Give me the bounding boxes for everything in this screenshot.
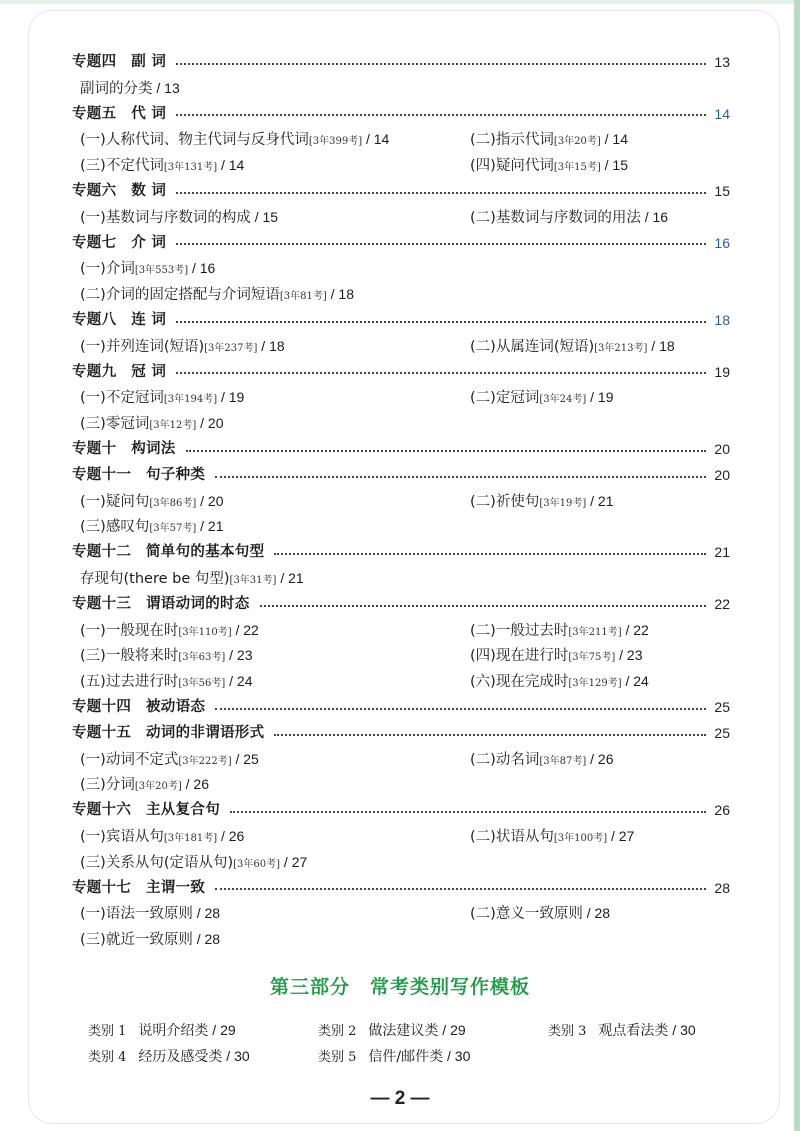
category-label: 类别 5 [318,1050,357,1065]
subtopic-page-number: 26 [228,827,245,844]
subtopic-page-number: 22 [243,621,259,638]
subtopic-entry: (一)宾语从句[3年181考] / 26 [80,827,245,845]
subtopic-title: (一)人称代词、物主代词与反身代词 [80,132,309,149]
subtopic-title: 存现句(there be 句型) [80,570,230,587]
exam-frequency-tag: 3年100考 [557,832,604,844]
exam-frequency-tag: 3年60考 [237,858,277,870]
topic-title: 专题十一 句子种类 [72,466,206,483]
subtopic-page-number: 13 [164,79,180,96]
topic-title: 专题七 介 词 [72,234,167,251]
subtopic-title: (三)零冠词 [80,416,150,433]
topic-page-number: 18 [714,311,730,328]
subtopic-entry: (六)现在完成时[3年129考] / 24 [470,673,649,691]
subtopic-title: (一)宾语从句 [80,828,164,845]
subtopic-title: (二)状语从句 [470,828,554,845]
category-label: 类别 3 [548,1024,587,1039]
subtopic-title: (三)一般将来时 [80,648,179,665]
subtopic-entry: (四)疑问代词[3年15考] / 15 [470,157,628,175]
exam-frequency-tag: 3年110考 [182,626,228,638]
exam-frequency-tag: 3年129考 [572,678,618,690]
toc-subtopic-row [72,514,730,540]
toc-subtopic-row [72,153,730,179]
subtopic-page-number: 16 [652,208,669,225]
subtopic-entry: (二)祈使句[3年19考] / 21 [470,492,614,510]
page-side-edge [794,0,800,1131]
subtopic-entry: 副词的分类 / 13 [80,79,180,97]
category-entry: 类别 4 经历及感受类 / 30 [88,1048,250,1065]
toc-subtopic-row [72,411,730,437]
subtopic-title: (四)现在进行时 [470,648,569,665]
category-page-number: 30 [454,1048,471,1064]
toc-topic-row [72,695,730,721]
subtopic-entry: (三)就近一致原则 / 28 [80,931,221,949]
dot-leader [230,811,706,813]
exam-frequency-tag: 3年56考 [182,678,222,690]
toc-topic-row [72,798,730,824]
topic-title: 专题四 副 词 [72,54,167,70]
subtopic-page-number: 24 [633,673,649,690]
dot-leader [176,321,706,323]
category-page-number: 29 [220,1022,236,1038]
exam-frequency-tag: 3年131考 [167,162,214,174]
subtopic-title: (二)祈使句 [470,493,540,510]
toc-topic-row [72,437,730,463]
subtopic-page-number: 20 [207,492,224,509]
dot-leader [215,708,706,710]
subtopic-entry: (一)疑问句[3年86考] / 20 [80,492,224,510]
subtopic-page-number: 21 [288,569,304,586]
topic-page-number: 26 [714,802,730,819]
subtopic-page-number: 16 [199,260,216,277]
subtopic-entry: (一)不定冠词[3年194考] / 19 [80,389,245,407]
topic-page-number: 14 [714,105,730,122]
category-entry: 类别 3 观点看法类 / 30 [548,1022,696,1039]
toc-topic-row [72,360,730,386]
subtopic-entry: (三)零冠词[3年12考] / 20 [80,415,224,433]
exam-frequency-tag: 3年24考 [543,394,583,406]
topic-page-number: 13 [714,54,730,70]
subtopic-entry: (一)语法一致原则 / 28 [80,905,221,923]
subtopic-entry: (三)分词[3年20考] / 26 [80,776,209,794]
exam-frequency-tag: 3年553考 [138,265,185,277]
dot-leader [186,450,706,452]
subtopic-title: (二)介词的固定搭配与介词短语 [80,287,280,304]
subtopic-title: (一)介词 [80,261,135,278]
topic-title: 专题十四 被动语态 [72,698,206,715]
subtopic-entry: (二)从属连词(短语)[3年213考] / 18 [470,337,675,355]
subtopic-page-number: 28 [204,905,221,922]
subtopic-title: (一)疑问句 [80,493,150,510]
toc-subtopic-row [72,489,730,515]
category-entry: 类别 1 说明介绍类 / 29 [88,1022,236,1039]
dot-leader [176,63,706,65]
category-entry: 类别 5 信件/邮件类 / 30 [318,1048,471,1065]
category-entry: 类别 2 做法建议类 / 29 [318,1022,466,1039]
toc-topic-row [72,463,730,489]
subtopic-title: (二)定冠词 [470,390,540,407]
exam-frequency-tag: 3年181考 [167,832,214,844]
toc-subtopic-row [72,76,730,102]
toc-subtopic-row [72,282,730,308]
subtopic-page-number: 24 [236,673,253,690]
subtopic-entry: (四)现在进行时[3年75考] / 23 [470,647,643,665]
subtopic-title: (二)一般过去时 [470,622,569,639]
part-three-title: 第三部分 常考类别写作模板 [269,976,530,998]
exam-frequency-tag: 3年57考 [153,523,193,535]
subtopic-page-number: 14 [373,131,390,148]
subtopic-entry: (二)意义一致原则 / 28 [470,905,611,923]
toc-topic-row [72,50,730,76]
subtopic-page-number: 14 [228,157,245,174]
subtopic-entry: (一)并列连词(短语)[3年237考] / 18 [80,337,285,355]
toc-subtopic-row [72,205,730,231]
topic-title: 专题八 连 词 [72,311,167,328]
topic-page-number: 20 [714,440,730,457]
subtopic-title: (三)关系从句(定语从句) [80,854,234,871]
toc-topic-row [72,721,730,747]
topic-title: 专题十二 简单句的基本句型 [72,544,265,561]
subtopic-entry: (二)指示代词[3年20考] / 14 [470,131,628,149]
subtopic-page-number: 19 [228,389,245,406]
toc-subtopic-row [72,747,730,773]
subtopic-entry: (三)一般将来时[3年63考] / 23 [80,647,253,665]
subtopic-entry: (五)过去进行时[3年56考] / 24 [80,673,253,691]
category-page-number: 30 [234,1048,250,1064]
subtopic-page-number: 28 [204,931,221,948]
subtopic-entry: (一)介词[3年553考] / 16 [80,260,216,278]
subtopic-title: (六)现在完成时 [470,674,569,691]
subtopic-title: (一)并列连词(短语) [80,338,205,355]
toc-topic-row [72,592,730,618]
subtopic-title: 副词的分类 [80,80,153,97]
category-name: 信件/邮件类 [368,1049,444,1065]
exam-frequency-tag: 3年194考 [167,394,214,406]
toc-subtopic-row [72,901,730,927]
exam-frequency-tag: 3年15考 [557,162,597,174]
subtopic-title: (一)动词不定式 [80,751,179,768]
toc-subtopic-row [72,385,730,411]
page-top-edge [0,0,800,4]
toc-subtopic-row [72,566,730,592]
dot-leader [176,192,706,194]
toc-subtopic-row [72,256,730,282]
dot-leader [176,372,706,374]
subtopic-title: (二)从属连词(短语) [470,338,595,355]
category-label: 类别 2 [318,1024,357,1039]
subtopic-title: (三)分词 [80,777,135,794]
subtopic-page-number: 25 [243,750,259,767]
exam-frequency-tag: 3年12考 [153,420,193,432]
subtopic-page-number: 28 [594,905,611,922]
table-of-contents [72,50,730,953]
subtopic-page-number: 21 [597,492,614,509]
topic-page-number: 16 [714,234,730,251]
subtopic-page-number: 18 [338,286,354,303]
category-page-number: 30 [680,1022,696,1038]
subtopic-entry: (二)介词的固定搭配与介词短语[3年81考] / 18 [80,286,354,304]
exam-frequency-tag: 3年19考 [543,497,583,509]
dot-leader [215,888,706,890]
subtopic-title: (三)就近一致原则 [80,932,193,949]
toc-topic-row [72,179,730,205]
subtopic-title: (二)动名词 [470,751,540,768]
subtopic-page-number: 27 [291,853,308,870]
subtopic-title: (一)不定冠词 [80,390,164,407]
category-label: 类别 1 [88,1024,127,1039]
exam-frequency-tag: 3年86考 [153,497,193,509]
toc-subtopic-row [72,850,730,876]
subtopic-entry: (一)一般现在时[3年110考] / 22 [80,621,259,639]
subtopic-page-number: 26 [597,750,614,767]
topic-page-number: 22 [714,595,730,612]
exam-frequency-tag: 3年20考 [557,136,597,148]
topic-page-number: 15 [714,182,730,199]
subtopic-page-number: 21 [207,518,224,535]
category-name: 观点看法类 [598,1023,669,1039]
subtopic-entry: (三)感叹句[3年57考] / 21 [80,518,224,536]
dot-leader [176,243,706,245]
topic-title: 专题五 代 词 [72,105,167,122]
toc-topic-row [72,231,730,257]
toc-subtopic-row [72,824,730,850]
toc-subtopic-row [72,643,730,669]
exam-frequency-tag: 3年222考 [182,755,228,767]
subtopic-page-number: 23 [626,647,643,664]
subtopic-entry: (二)状语从句[3年100考] / 27 [470,827,635,845]
subtopic-page-number: 15 [612,157,628,174]
toc-subtopic-row [72,618,730,644]
subtopic-title: (二)指示代词 [470,132,554,149]
dot-leader [274,553,706,555]
topic-title: 专题十五 动词的非谓语形式 [72,724,265,741]
subtopic-entry: (三)关系从句(定语从句)[3年60考] / 27 [80,853,308,871]
exam-frequency-tag: 3年87考 [543,755,583,767]
exam-frequency-tag: 3年237考 [208,342,254,354]
dot-leader [176,114,706,116]
topic-page-number: 25 [714,698,730,715]
exam-frequency-tag: 3年213考 [598,342,644,354]
category-page-number: 29 [450,1022,466,1038]
exam-frequency-tag: 3年81考 [283,291,323,303]
subtopic-entry: 存现句(there be 句型)[3年31考] / 21 [80,569,304,587]
subtopic-page-number: 27 [618,827,635,844]
topic-page-number: 19 [714,363,730,380]
topic-page-number: 28 [714,879,730,896]
subtopic-entry: (二)基数词与序数词的用法 / 16 [470,208,669,226]
topic-page-number: 21 [714,544,730,561]
subtopic-entry: (一)动词不定式[3年222考] / 25 [80,750,259,768]
subtopic-page-number: 19 [597,389,614,406]
subtopic-entry: (一)基数词与序数词的构成 / 15 [80,208,279,226]
toc-subtopic-row [72,127,730,153]
subtopic-title: (三)不定代词 [80,158,164,175]
topic-title: 专题十六 主从复合句 [72,802,220,819]
subtopic-entry: (二)定冠词[3年24考] / 19 [470,389,614,407]
subtopic-title: (三)感叹句 [80,519,150,536]
topic-title: 专题十三 谓语动词的时态 [72,595,250,612]
topic-page-number: 20 [714,466,730,483]
exam-frequency-tag: 3年20考 [138,781,178,793]
toc-topic-row [72,540,730,566]
subtopic-title: (五)过去进行时 [80,674,179,691]
topic-title: 专题十七 主谓一致 [72,879,206,896]
subtopic-page-number: 18 [659,337,675,354]
category-name: 说明介绍类 [138,1023,209,1039]
subtopic-entry: (一)人称代词、物主代词与反身代词[3年399考] / 14 [80,131,390,149]
subtopic-page-number: 26 [193,776,209,793]
exam-frequency-tag: 3年75考 [572,652,612,664]
topic-title: 专题十 构词法 [72,440,176,457]
toc-subtopic-row [72,334,730,360]
category-name: 做法建议类 [368,1023,439,1039]
subtopic-page-number: 23 [236,647,253,664]
subtopic-title: (一)基数词与序数词的构成 [80,209,251,226]
dot-leader [260,605,706,607]
subtopic-title: (二)基数词与序数词的用法 [470,209,641,226]
toc-topic-row [72,308,730,334]
subtopic-title: (四)疑问代词 [470,158,554,175]
subtopic-page-number: 22 [633,621,649,638]
subtopic-entry: (二)动名词[3年87考] / 26 [470,750,614,768]
subtopic-page-number: 15 [262,208,279,225]
category-name: 经历及感受类 [138,1049,223,1065]
subtopic-page-number: 18 [269,337,285,354]
toc-subtopic-row [72,927,730,953]
topic-title: 专题九 冠 词 [72,363,167,380]
subtopic-title: (一)语法一致原则 [80,906,193,923]
toc-subtopic-row [72,772,730,798]
category-label: 类别 4 [88,1050,127,1065]
dot-leader [274,734,706,736]
subtopic-title: (二)意义一致原则 [470,906,583,923]
toc-topic-row [72,876,730,902]
toc-subtopic-row [72,669,730,695]
subtopic-entry: (三)不定代词[3年131考] / 14 [80,157,245,175]
subtopic-entry: (二)一般过去时[3年211考] / 22 [470,621,649,639]
topic-title: 专题六 数 词 [72,182,167,199]
exam-frequency-tag: 3年31考 [233,574,273,586]
subtopic-page-number: 14 [612,131,628,148]
topic-page-number: 25 [714,724,730,741]
exam-frequency-tag: 3年63考 [182,652,222,664]
subtopic-page-number: 20 [207,415,224,432]
dot-leader [215,476,706,478]
toc-topic-row [72,102,730,128]
exam-frequency-tag: 3年399考 [312,136,359,148]
subtopic-title: (一)一般现在时 [80,622,179,639]
page-number: — 2 — [370,1088,430,1109]
exam-frequency-tag: 3年211考 [572,626,618,638]
